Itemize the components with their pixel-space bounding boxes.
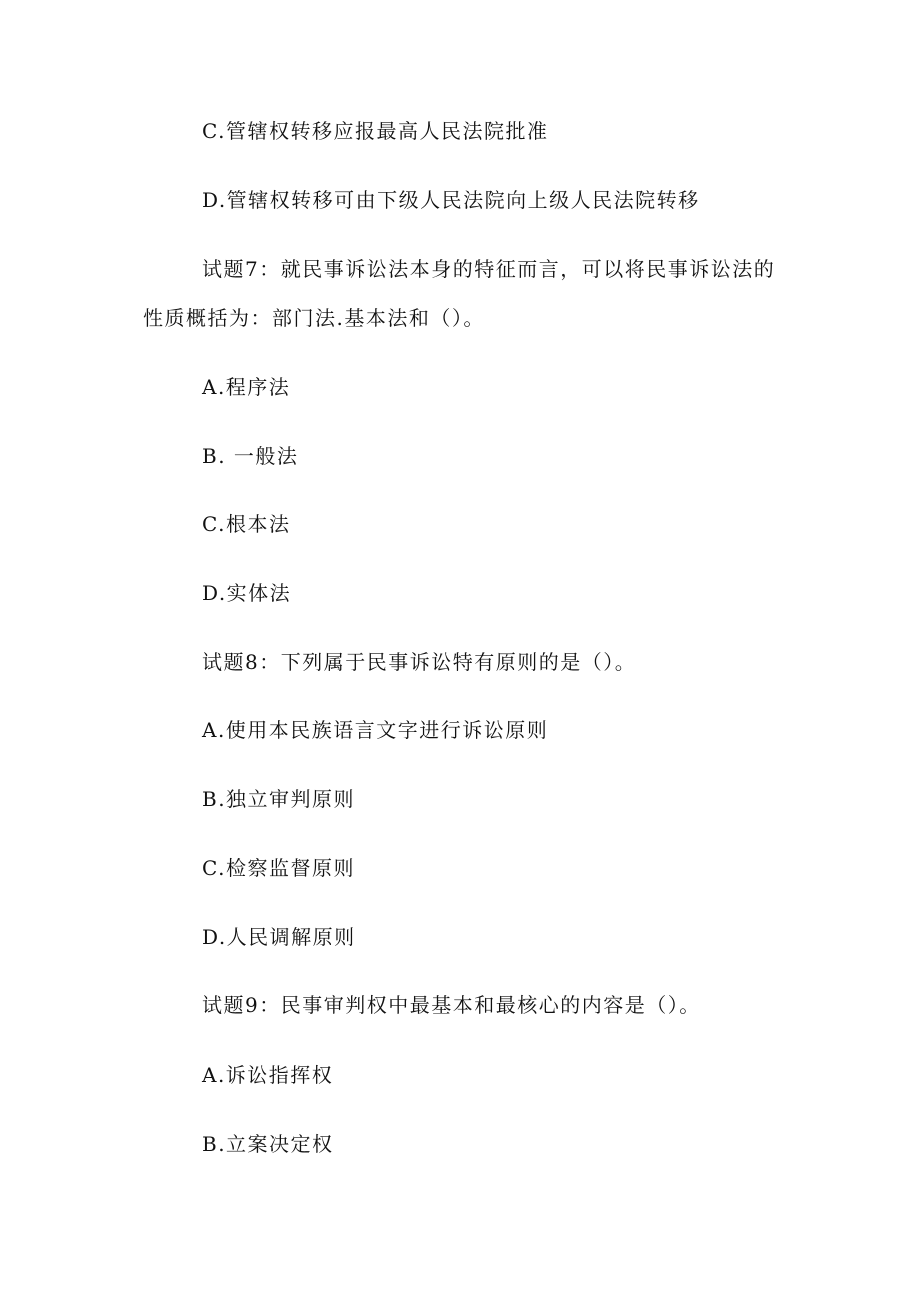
q6-option-c: C.管辖权转移应报最高人民法院批准 — [202, 119, 549, 143]
question-9-stem: 试题9：民事审判权中最基本和最核心的内容是（）。 — [202, 993, 701, 1017]
q7-option-b: B. 一般法 — [202, 444, 299, 468]
question-7-stem: 试题7：就民事诉讼法本身的特征而言，可以将民事诉讼法的 — [202, 257, 776, 281]
q8-option-d: D.人民调解原则 — [202, 925, 356, 949]
q9-option-b: B.立案决定权 — [202, 1132, 334, 1156]
q9-option-a: A.诉讼指挥权 — [202, 1063, 334, 1087]
q6-option-d: D.管辖权转移可由下级人民法院向上级人民法院转移 — [202, 188, 700, 212]
q8-option-c: C.检察监督原则 — [202, 856, 355, 880]
question-7-stem-continued: 性质概括为：部门法.基本法和（）。 — [143, 306, 485, 330]
q8-option-b: B.独立审判原则 — [202, 787, 356, 811]
question-8-stem: 试题8：下列属于民事诉讼特有原则的是（）。 — [202, 650, 637, 674]
q7-option-c: C.根本法 — [202, 512, 291, 536]
q7-option-a: A.程序法 — [202, 375, 291, 399]
q7-option-d: D.实体法 — [202, 581, 292, 605]
q8-option-a: A.使用本民族语言文字进行诉讼原则 — [202, 718, 549, 742]
